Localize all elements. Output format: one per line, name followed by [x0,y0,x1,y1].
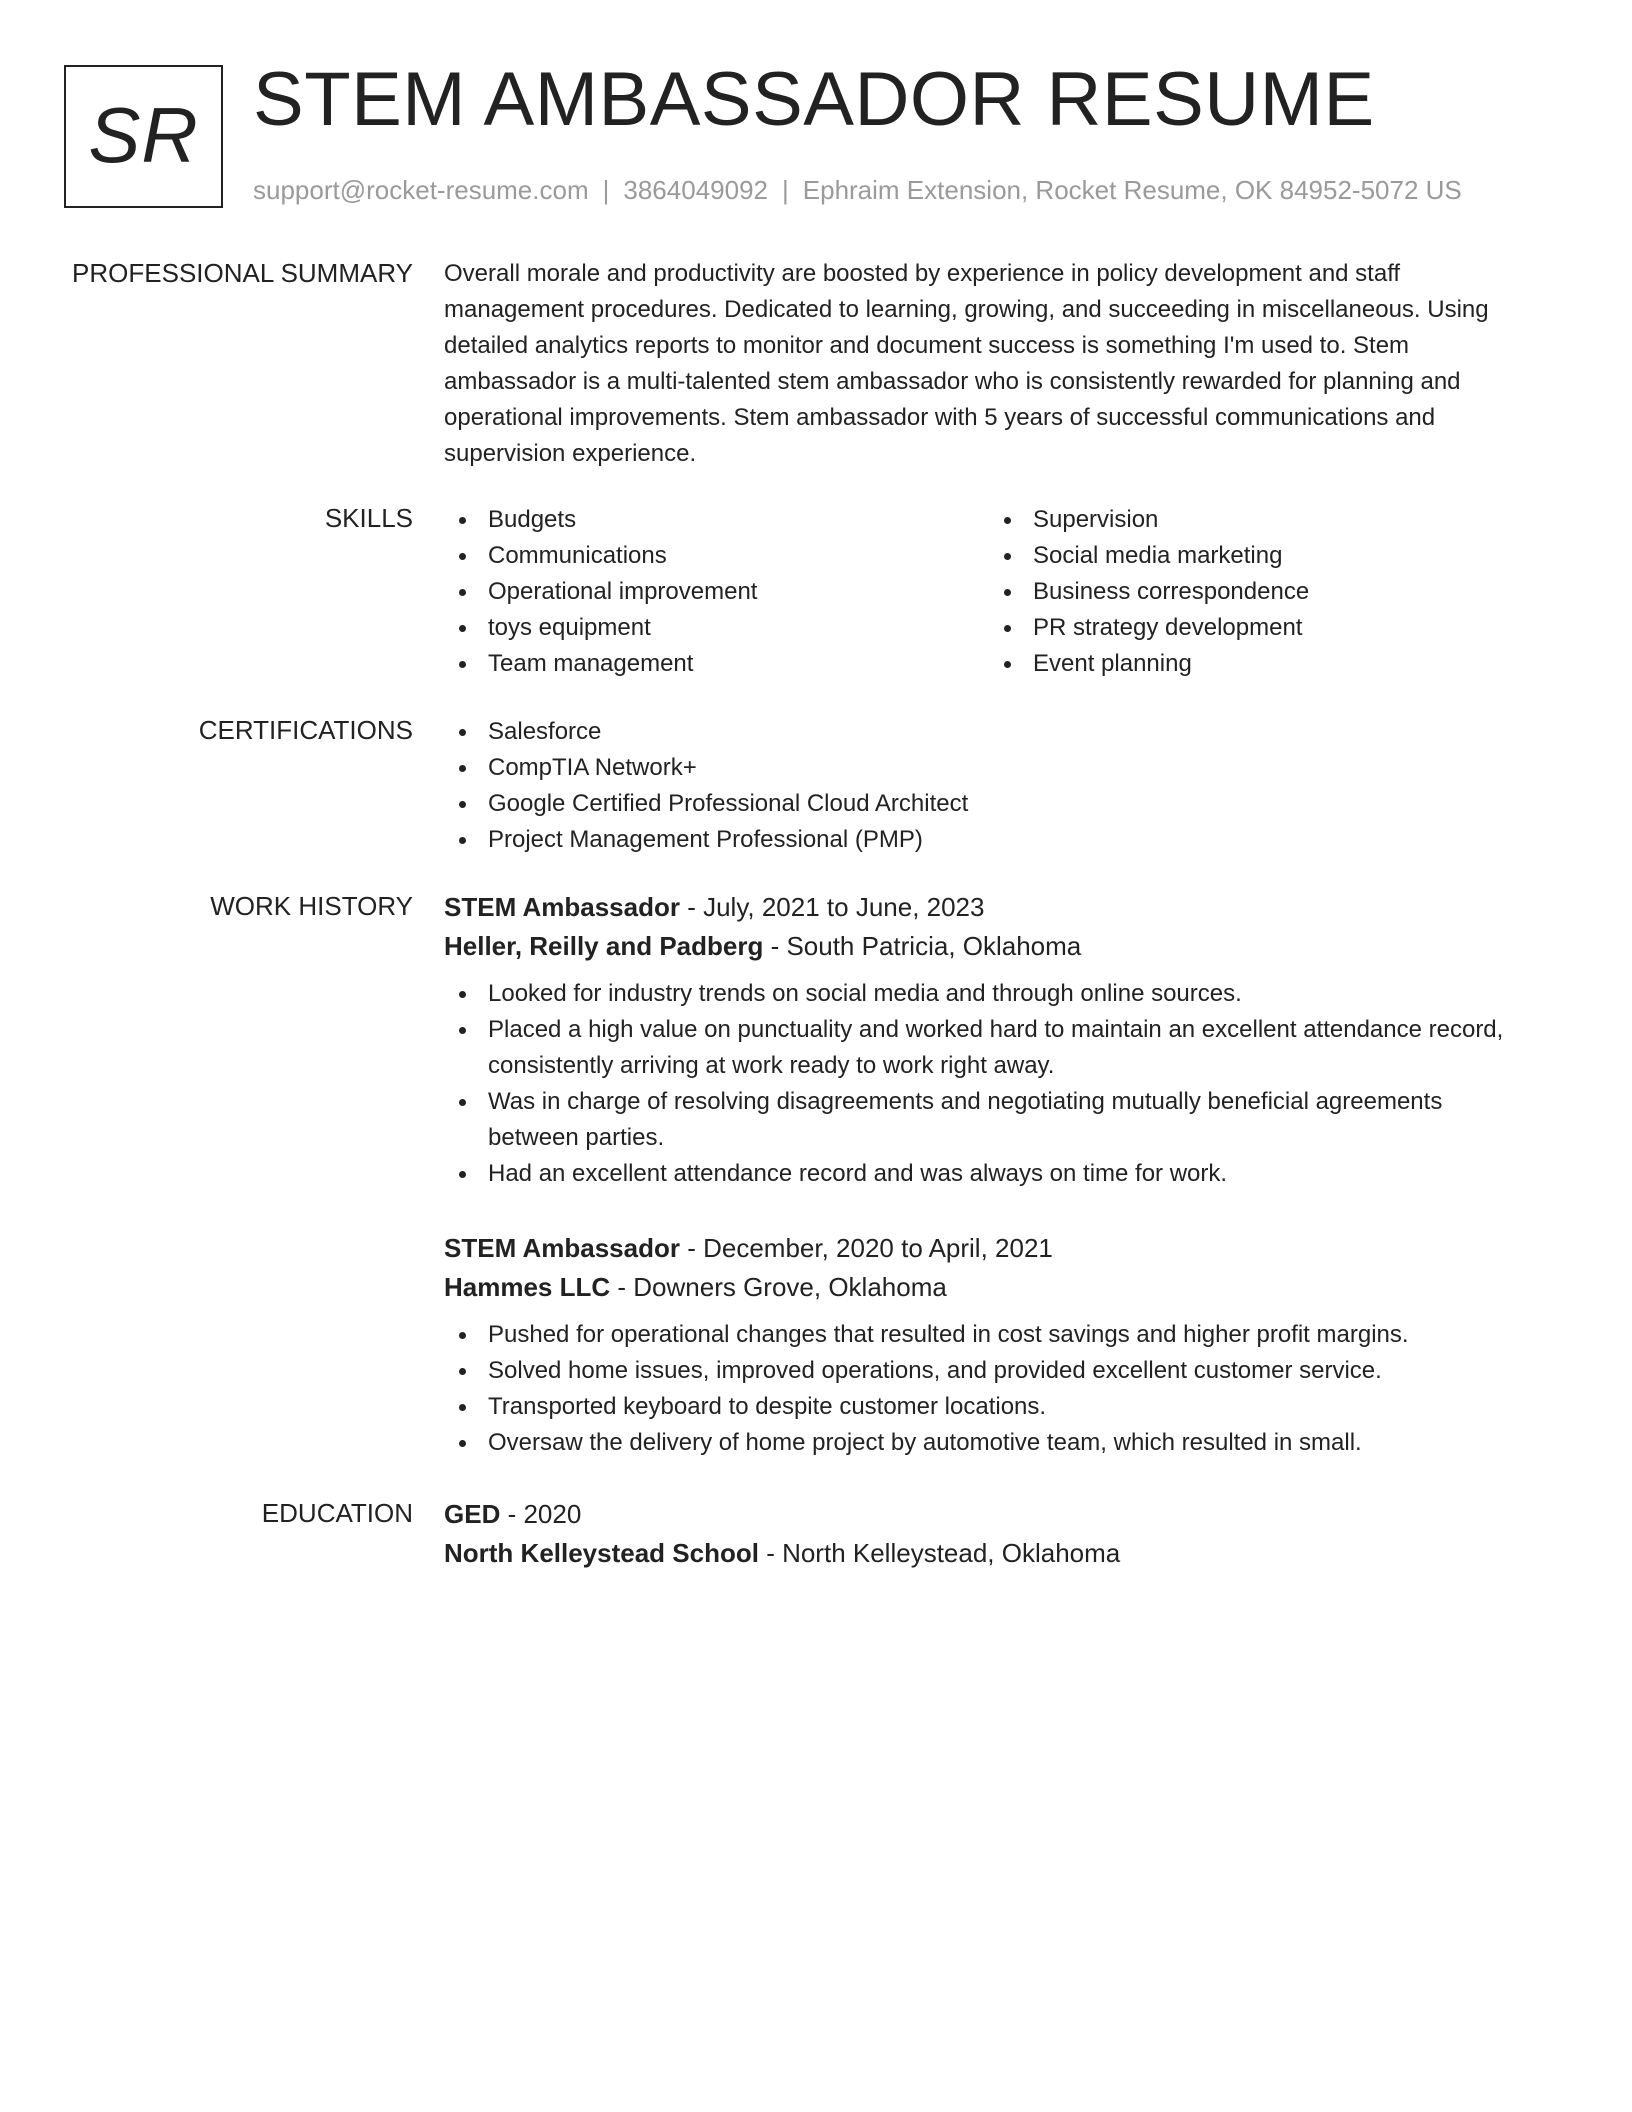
job-company-line [444,927,1534,966]
certifications-section [444,714,1534,858]
skills-list-right [989,502,1534,682]
job-dates: - July, 2021 to June, 2023 [679,892,985,922]
skill-item: Operational improvement [444,574,989,610]
contact-phone: 3864049092 [623,175,768,205]
section-label-education: EDUCATION [261,1498,413,1528]
job-bullet: Pushed for operational changes that resulted in cost savings and higher profit margins. [444,1317,1534,1353]
job-bullet: Had an excellent attendance record and was always on time for work. [444,1156,1534,1192]
education-year: - 2020 [500,1499,582,1529]
skill-item: Team management [444,646,989,682]
job-company: Heller, Reilly and Padberg [444,931,764,961]
job-title: STEM Ambassador [444,892,680,922]
job-bullet: Transported keyboard to despite customer locations. [444,1389,1534,1425]
contact-separator: | [602,175,610,205]
education-location: - North Kelleystead, Oklahoma [758,1538,1121,1568]
skills-section [444,502,1534,682]
certifications-list [444,714,1534,858]
education-entry [444,1495,1534,1573]
education-school: North Kelleystead School [444,1538,759,1568]
skill-item: Business correspondence [989,574,1534,610]
job-bullets [444,1317,1534,1461]
education-degree-line [444,1495,1534,1534]
skill-item: Social media marketing [989,538,1534,574]
job-title-line [444,1229,1534,1268]
job-bullet: Solved home issues, improved operations, and provided excellent customer service. [444,1353,1534,1389]
job-title: STEM Ambassador [444,1233,680,1263]
job-bullets [444,976,1534,1192]
section-label-skills: SKILLS [324,503,413,533]
education-school-line [444,1534,1534,1573]
job-entry [444,888,1534,1192]
certification-item: Project Management Professional (PMP) [444,822,1534,858]
contact-separator: | [782,175,789,205]
monogram-box [64,65,223,208]
skill-item: Budgets [444,502,989,538]
job-entry [444,1229,1534,1461]
job-title-line [444,888,1534,927]
job-company: Hammes LLC [444,1272,611,1302]
skill-item: PR strategy development [989,610,1534,646]
job-bullet: Was in charge of resolving disagreements and negotiating mutually beneficial agreements between parties. [444,1084,1534,1156]
job-company-line [444,1268,1534,1307]
summary-text: Overall morale and productivity are boosted by experience in policy development and staff management procedures. Dedicated to learning, growing, and succeeding in miscellaneous. Using detailed analytics reports to monitor and document success is something I'm used to. Stem ambassador is a multi-talented stem ambassador who is consistently rewarded for planning and operational improvements. Stem ambassador with 5 years of successful communications and supervision experience. [444,260,1489,467]
contact-line [253,175,1462,206]
contact-email: support@rocket-resume.com [253,175,589,205]
skill-item: toys equipment [444,610,989,646]
section-label-summary: PROFESSIONAL SUMMARY [72,258,413,288]
section-label-work-history: WORK HISTORY [210,891,413,921]
section-label-certifications: CERTIFICATIONS [198,715,413,745]
skill-item: Event planning [989,646,1534,682]
education-degree: GED [444,1499,501,1529]
resume-title: STEM AMBASSADOR RESUME [253,57,1375,142]
certification-item: Google Certified Professional Cloud Architect [444,786,1534,822]
job-bullet: Looked for industry trends on social media and through online sources. [444,976,1534,1012]
skill-item: Supervision [989,502,1534,538]
certification-item: Salesforce [444,714,1534,750]
certification-item: CompTIA Network+ [444,750,1534,786]
contact-address: Ephraim Extension, Rocket Resume, OK 84952-5072 US [802,175,1462,205]
monogram-initials: SR [88,91,199,179]
job-location: - South Patricia, Oklahoma [763,931,1082,961]
job-bullet: Oversaw the delivery of home project by automotive team, which resulted in small. [444,1425,1534,1461]
job-bullet: Placed a high value on punctuality and worked hard to maintain an excellent attendance record, consistently arriving at work ready to work right away. [444,1012,1534,1084]
skill-item: Communications [444,538,989,574]
job-location: - Downers Grove, Oklahoma [610,1272,947,1302]
job-dates: - December, 2020 to April, 2021 [679,1233,1053,1263]
skills-list-left [444,502,989,682]
